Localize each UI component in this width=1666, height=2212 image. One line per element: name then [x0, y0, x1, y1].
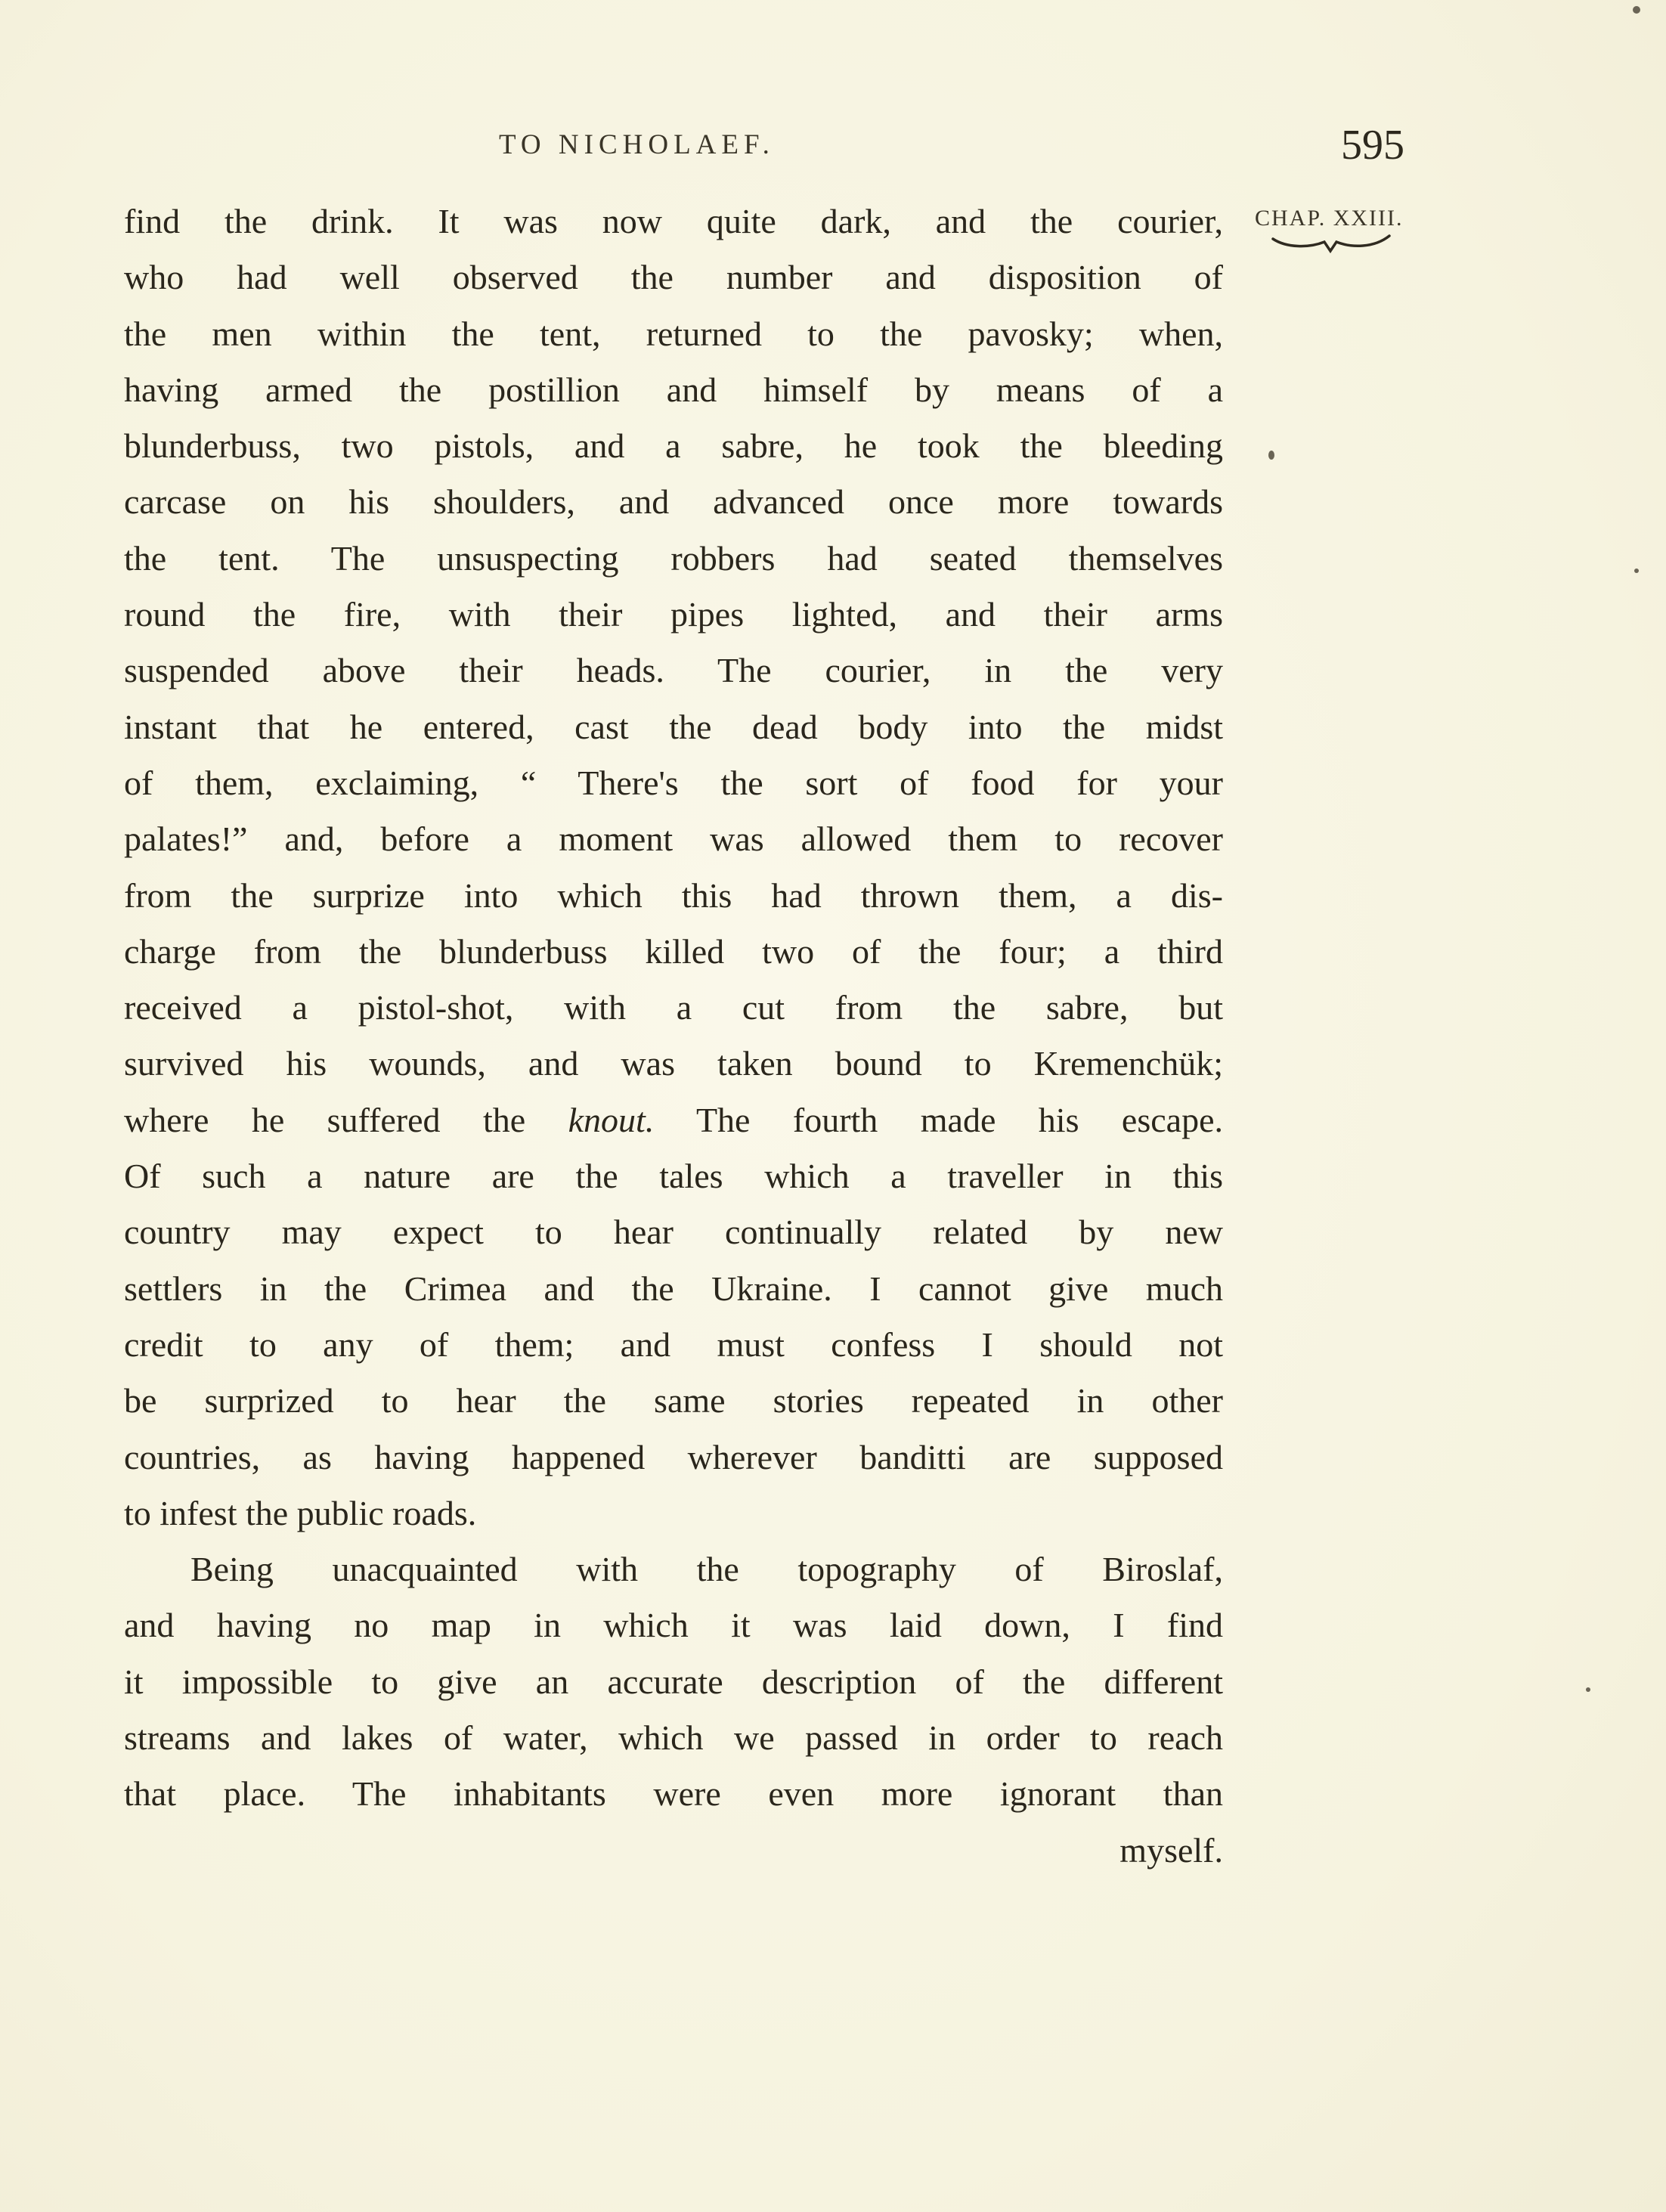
- text-line: country may expect to hear continually related by new: [124, 1213, 1223, 1252]
- text-line: palates!” and, before a moment was allowed them to recover: [124, 819, 1223, 859]
- chapter-label: CHAP. XXIII.: [1255, 206, 1404, 231]
- ink-speck: [1634, 568, 1639, 573]
- text-line-with-italic: [124, 1092, 1223, 1148]
- text-line: carcase on his shoulders, and advanced once more towards: [124, 482, 1223, 522]
- text-line: instant that he entered, cast the dead body into the midst: [124, 707, 1223, 746]
- text-line: countries, as having happened wherever banditti are supposed: [124, 1437, 1223, 1476]
- page-header: [0, 121, 1666, 174]
- text-line: and having no map in which it was laid down, I find: [124, 1606, 1223, 1645]
- body-text: [124, 194, 1223, 1879]
- running-head: TO NICHOLAEF.: [499, 129, 775, 160]
- ink-speck: [1586, 1687, 1590, 1692]
- italic-word: knout.: [568, 1100, 655, 1139]
- text-line: that place. The inhabitants were even more ignorant than: [124, 1774, 1223, 1814]
- ink-speck: [1268, 451, 1274, 460]
- text-line: having armed the postillion and himself by means of a: [124, 370, 1223, 409]
- text-line: find the drink. It was now quite dark, and the courier,: [124, 202, 1223, 240]
- text-line: Of such a nature are the tales which a traveller in this: [124, 1157, 1223, 1196]
- text-line: the men within the tent, returned to the pavosky; when,: [124, 314, 1223, 353]
- text-line: charge from the blunderbuss killed two of the four; a third: [124, 931, 1223, 971]
- text-line: settlers in the Crimea and the Ukraine. I cannot give much: [124, 1269, 1223, 1308]
- text-line: the tent. The unsuspecting robbers had seated themselves: [124, 538, 1223, 578]
- text-line: credit to any of them; and must confess I should not: [124, 1324, 1223, 1364]
- text-segment: where he suffered the: [124, 1100, 568, 1139]
- text-line: blunderbuss, two pistols, and a sabre, he took the bleeding: [124, 426, 1223, 466]
- text-line: from the surprize into which this had thrown them, a dis-: [124, 875, 1223, 915]
- page-number: 595: [1341, 122, 1404, 169]
- text-line: Being unacquainted with the topography of Biroslaf,: [190, 1550, 1223, 1589]
- text-line: of them, exclaiming, “ There's the sort of food for your: [124, 763, 1223, 802]
- text-line: streams and lakes of water, which we passed in order to reach: [124, 1718, 1223, 1758]
- text-line: to infest the public roads.: [124, 1493, 477, 1532]
- brace-ornament-icon: [1271, 233, 1392, 256]
- catchword: myself.: [1119, 1830, 1223, 1870]
- text-line: received a pistol-shot, with a cut from the sabre, but: [124, 988, 1223, 1027]
- ink-speck: [1633, 6, 1640, 14]
- text-line: it impossible to give an accurate description of the different: [124, 1662, 1223, 1701]
- text-line: round the fire, with their pipes lighted, and their arms: [124, 595, 1223, 634]
- text-line: survived his wounds, and was taken bound to Kremenchük;: [124, 1044, 1223, 1083]
- text-segment: The fourth made his escape.: [654, 1100, 1223, 1139]
- chapter-margin-note: [1255, 206, 1436, 256]
- text-line: be surprized to hear the same stories repeated in other: [124, 1381, 1223, 1420]
- text-line: suspended above their heads. The courier, in the very: [124, 651, 1223, 690]
- text-line: who had well observed the number and disposition of: [124, 258, 1223, 297]
